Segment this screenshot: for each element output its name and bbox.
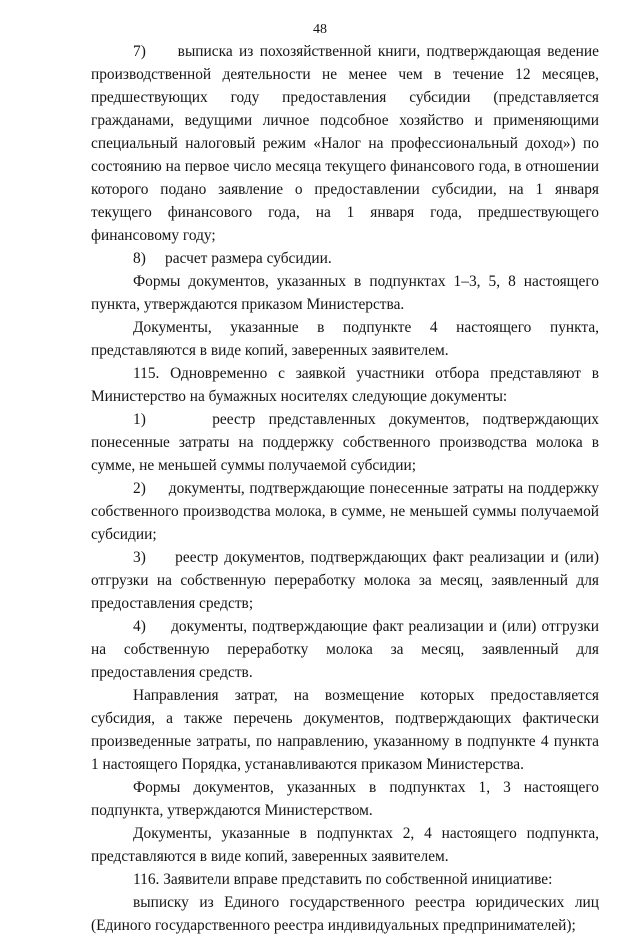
paragraph-registry-extract: выписку из Единого государственного реестра юридических лиц (Единого государственного реестра индивидуальных предпринимателей); <box>91 894 599 934</box>
paragraph-list-item-3: 3) реестр документов, подтверждающих факт реализации и (или) отгрузки на собственную переработку молока за месяц, заявленный для предоставления средств; <box>91 549 599 612</box>
paragraph-copies-note: Документы, указанные в подпункте 4 настоящего пункта, представляются в виде копий, заверенных заявителем. <box>91 319 599 359</box>
paragraph-copies-2-4: Документы, указанные в подпунктах 2, 4 настоящего подпункта, представляются в виде копий, заверенных заявителем. <box>91 825 599 865</box>
paragraph-forms-ministry: Формы документов, указанных в подпунктах 1, 3 настоящего подпункта, утверждаются Министерством. <box>91 779 599 819</box>
paragraph-list-item-1: 1) реестр представленных документов, подтверждающих понесенные затраты на поддержку собственного производства молока в сумме, не меньшей суммы получаемой субсидии; <box>91 411 599 474</box>
paragraph-clause-116: 116. Заявители вправе представить по собственной инициативе: <box>133 871 553 888</box>
paragraph-cost-directions: Направления затрат, на возмещение которых предоставляется субсидия, а также перечень документов, подтверждающих фактически произведенные затраты, по направлению, указанному в подпункте 4 пункта 1 настоящего Порядка, устанавливаются приказом Министерства. <box>91 687 599 773</box>
paragraph-item-8: 8) расчет размера субсидии. <box>133 250 332 267</box>
paragraph-list-item-4: 4) документы, подтверждающие факт реализации и (или) отгрузки на собственную переработку молока за месяц, заявленный для предоставления средств. <box>91 618 599 681</box>
document-body <box>91 40 599 937</box>
paragraph-list-item-2: 2) документы, подтверждающие понесенные затраты на поддержку собственного производства молока, в сумме, не меньшей суммы получаемой субсидии; <box>91 480 599 543</box>
paragraph-clause-115: 115. Одновременно с заявкой участники отбора представляют в Министерство на бумажных носителях следующие документы: <box>91 365 599 405</box>
paragraph-item-7: 7) выписка из похозяйственной книги, подтверждающая ведение производственной деятельности не менее чем в течение 12 месяцев, предшествующих году предоставления субсидии (представляется гражданами, ведущими личное подсобное хозяйство и применяющими специальный налоговый режим «Налог на профессиональный доход») по состоянию на первое число месяца текущего финансового года, в отношении которого подано заявление о предоставлении субсидии, на 1 января текущего финансового года, на 1 января года, предшествующего финансовому году; <box>91 43 599 244</box>
page-number: 48 <box>313 22 327 37</box>
paragraph-forms-approval: Формы документов, указанных в подпунктах 1–3, 5, 8 настоящего пункта, утверждаются приказом Министерства. <box>91 273 599 313</box>
